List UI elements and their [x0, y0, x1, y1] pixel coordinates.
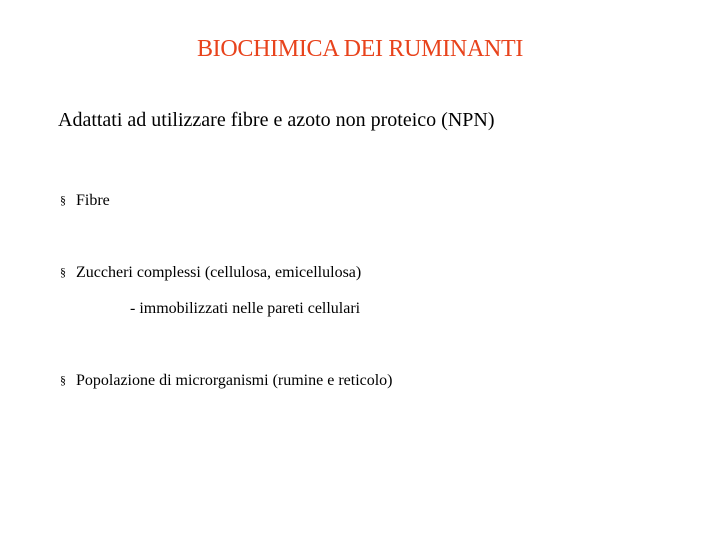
bullet-text: Fibre [76, 192, 110, 209]
bullet-marker-icon: § [60, 373, 66, 387]
sub-bullet-item: - immobilizzati nelle pareti cellulari [130, 300, 361, 317]
bullet-item-fibre [60, 190, 110, 211]
bullet-item-popolazione [60, 370, 393, 391]
bullet-marker-icon: § [60, 265, 66, 279]
bullet-text: Popolazione di microrganismi (rumine e reticolo) [76, 372, 393, 389]
slide-title: BIOCHIMICA DEI RUMINANTI [196, 36, 524, 62]
bullet-item-zuccheri [60, 262, 361, 283]
bullet-marker-icon: § [60, 193, 66, 207]
slide-subtitle: Adattati ad utilizzare fibre e azoto non proteico (NPN) [58, 109, 495, 131]
bullet-text: Zuccheri complessi (cellulosa, emicellulosa) [76, 264, 362, 281]
